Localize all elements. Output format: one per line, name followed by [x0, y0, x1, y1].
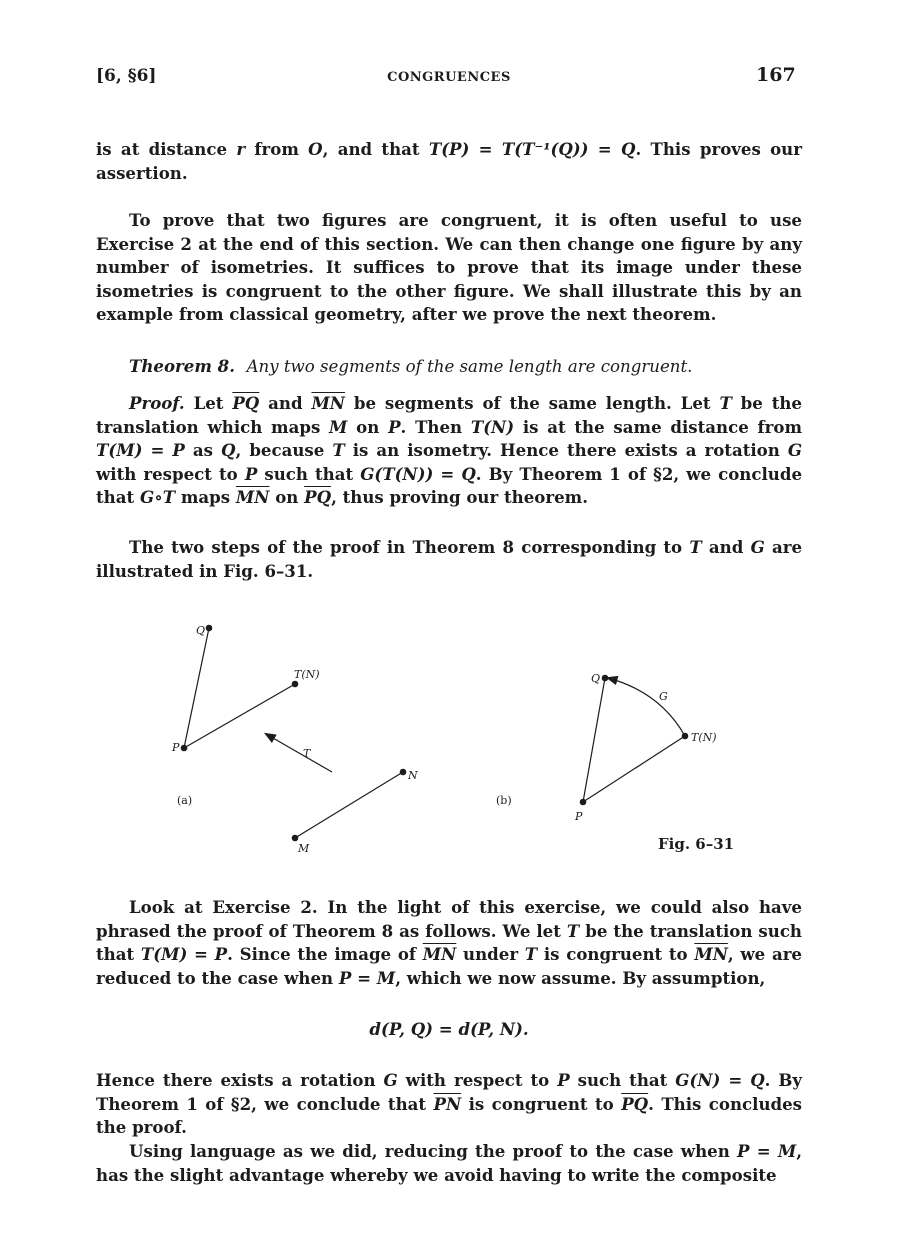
label-G-b: G [659, 690, 668, 703]
segment-PQ [184, 628, 209, 748]
figure-panel-b [496, 672, 717, 823]
panel-b-label: (b) [496, 794, 512, 807]
point-Q-a [206, 625, 213, 632]
point-N-a [400, 769, 407, 776]
segment-P-TN [184, 684, 295, 748]
rotation-G-arc [608, 678, 685, 736]
label-T-a: T [303, 747, 311, 760]
paragraph-rotation: Hence there exists a rotation G with respect to P such that G(N) = Q. By Theorem 1 of §2, we conclude that $\overline{PN}$ is congruent to $\overline{PQ}$. This concludes the proof. [96, 1070, 803, 1138]
point-TN-a [292, 681, 299, 688]
paragraph-language-note: Using language as we did, reducing the proof to the case when P = M, has the slight advantage whereby we avoid having to write the composite [96, 1141, 802, 1185]
translation-T-arrow [266, 734, 332, 772]
label-P-a: P [172, 741, 180, 754]
figure-caption: Fig. 6–31 [658, 835, 735, 853]
paragraph-exercise-2: Look at Exercise 2. In the light of this exercise, we could also have phrased the proof of Theorem 8 as follows. We let T be the translation such that T(M) = P. Since the image of $\overline{MN}$ under T is congruent to $\overline{MN}$, we are reduced to the case when P = M, which we now assume. By assumption, [96, 897, 802, 988]
theorem-label: Theorem 8. [129, 356, 235, 376]
point-Q-b [602, 675, 609, 682]
label-P-b: P [575, 810, 583, 823]
page-number: 167 [756, 64, 796, 86]
segment-PQ-b [583, 678, 605, 802]
theorem-8 [96, 355, 802, 379]
proof-paragraph: Proof. Let $\overline{PQ}$ and $\overline{MN}$ be segments of the same length. Let T be the translation which maps M on P. Then T(N) is at the same distance from T(M) = P as Q, because T is an isometry. Hence there exists a rotation G with respect to P such that G(T(N)) = Q. By Theorem 1 of §2, we conclude that G∘T maps $\overline{MN}$ on $\overline{PQ}$, thus proving our theorem. [96, 393, 803, 508]
label-TN-a: T(N) [294, 668, 320, 681]
label-Q-b: Q [591, 672, 601, 685]
point-M-a [292, 835, 299, 842]
figure-6-31 [0, 600, 898, 870]
point-TN-b [682, 733, 689, 740]
theorem-statement: Any two segments of the same length are congruent. [246, 357, 693, 376]
paragraph-intro: To prove that two figures are congruent, it is often useful to use Exercise 2 at the end of this section. We can then change one figure by any number of isometries. It suffices to prove that its image under these isometries is congruent to the other figure. We shall illustrate this by an example from classical geometry, after we prove the next theorem. [96, 210, 802, 325]
paragraph-figure-reference: The two steps of the proof in Theorem 8 corresponding to T and G are illustrated in Fig. 6–31. [96, 537, 803, 581]
running-head-section: [6, §6] [96, 66, 157, 86]
segment-MN [295, 772, 403, 838]
label-Q-a: Q [196, 624, 206, 637]
point-P-b [580, 799, 587, 806]
paragraph-continuation: is at distance r from O, and that T(P) = T(T⁻¹(Q)) = Q. This proves our assertion. [96, 139, 802, 183]
label-N-a: N [408, 769, 418, 782]
point-P-a [181, 745, 188, 752]
running-head-title: CONGRUENCES [387, 70, 511, 85]
figure-panel-a [171, 624, 418, 855]
label-M-a: M [298, 842, 310, 855]
panel-a-label: (a) [177, 794, 193, 807]
label-TN-b: T(N) [691, 731, 717, 744]
segment-P-TN-b [583, 736, 685, 802]
display-equation: d(P, Q) = d(P, N). [369, 1019, 529, 1039]
